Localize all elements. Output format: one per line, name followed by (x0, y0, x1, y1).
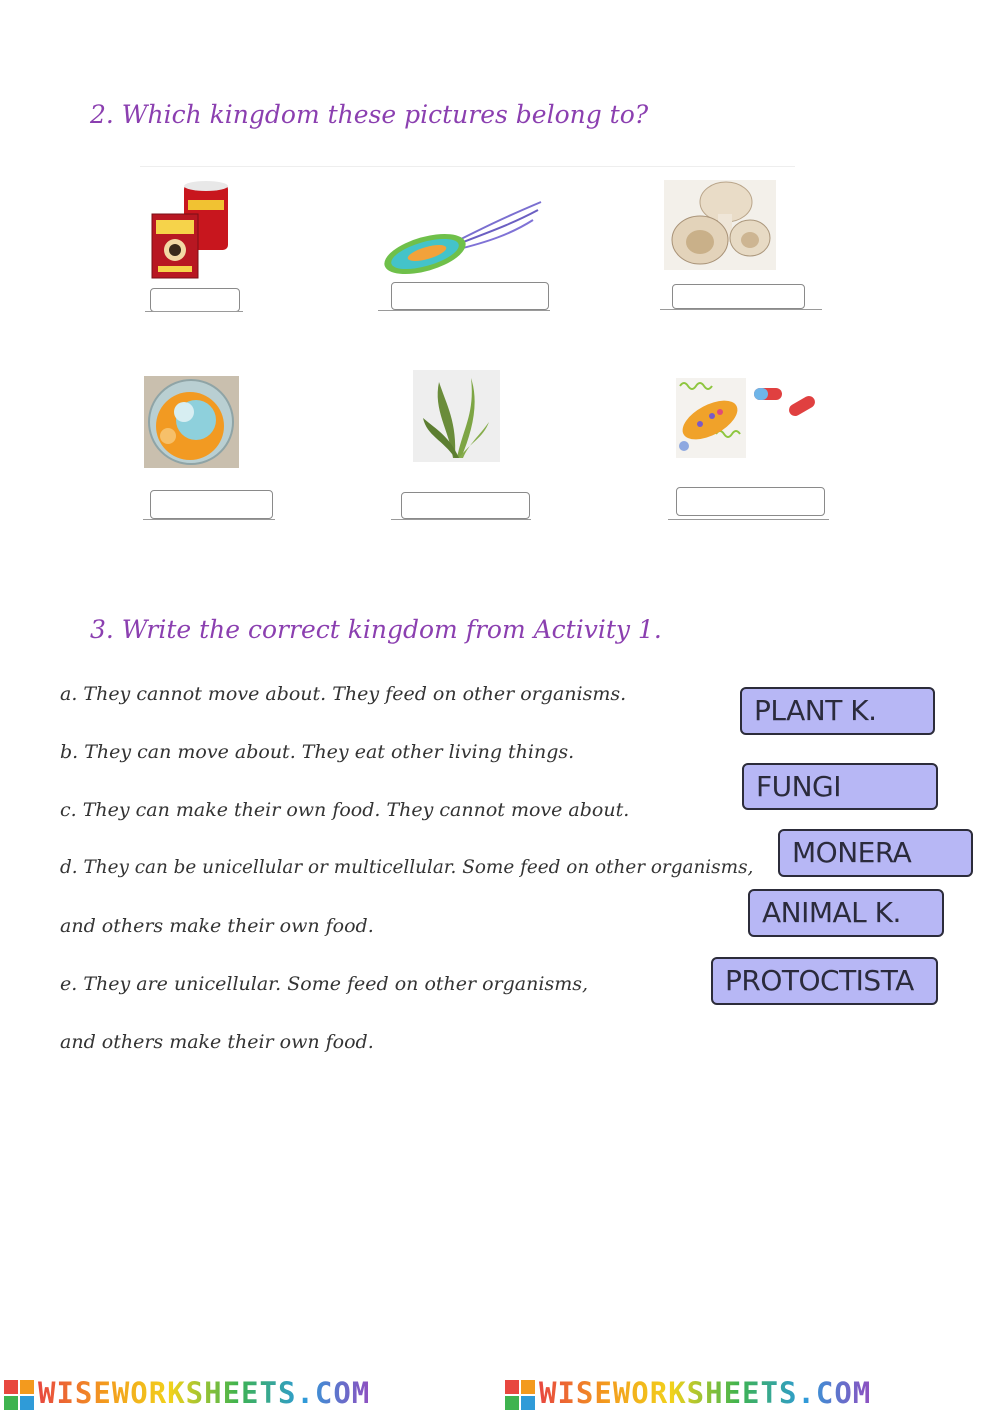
underline-1 (145, 311, 243, 312)
footer-brand-text-right (539, 1376, 871, 1410)
activity-2-heading: 2. Which kingdom these pictures belong to? (90, 100, 649, 129)
option-chip-protoctista[interactable]: PROTOCTISTA (711, 957, 938, 1005)
answer-box-1[interactable] (150, 288, 240, 312)
sentence-a: a. They cannot move about. They feed on other organisms. (60, 683, 627, 705)
wise-logo-icon (4, 1380, 34, 1410)
footer-brand-strip (0, 1372, 1000, 1413)
sentence-b: b. They can move about. They eat other living things. (60, 741, 575, 763)
option-chip-monera[interactable]: MONERA (778, 829, 973, 877)
activity-3-heading: 3. Write the correct kingdom from Activity 1. (90, 615, 662, 644)
answer-box-6[interactable] (676, 487, 825, 516)
baking-yeast-icon (150, 180, 236, 280)
sentence-d-continued: and others make their own food. (60, 915, 374, 937)
mushrooms-icon (664, 180, 776, 270)
underline-2 (378, 310, 550, 311)
bacteria-and-pills-icon (676, 378, 820, 458)
sentence-d: d. They can be unicellular or multicellular. Some feed on other organisms, (60, 857, 754, 878)
sentence-c: c. They can make their own food. They cannot move about. (60, 799, 630, 821)
footer-brand-text-left (38, 1376, 370, 1410)
underline-4 (143, 519, 275, 520)
answer-box-3[interactable] (672, 284, 805, 309)
petri-dish-mold-icon (144, 376, 239, 468)
sentence-e-continued: and others make their own food. (60, 1031, 374, 1053)
option-chip-plant-k[interactable]: PLANT K. (740, 687, 935, 735)
answer-box-5[interactable] (401, 492, 530, 519)
brand-text-right: WISEWORKSHEETS.COM (539, 1376, 872, 1410)
seaweed-icon (413, 370, 500, 462)
wise-logo-icon-2 (505, 1380, 535, 1410)
underline-5 (391, 519, 531, 520)
option-chip-fungi[interactable]: FUNGI (742, 763, 938, 810)
brand-text-left: WISEWORKSHEETS.COM (38, 1376, 371, 1410)
option-chip-animal-k[interactable]: ANIMAL K. (748, 889, 944, 937)
underline-3 (660, 309, 822, 310)
answer-box-4[interactable] (150, 490, 273, 519)
underline-6 (668, 519, 829, 520)
sentence-e: e. They are unicellular. Some feed on other organisms, (60, 973, 589, 995)
answer-box-2[interactable] (391, 282, 549, 310)
bacterium-icon (383, 198, 543, 278)
top-faint-rule (140, 166, 795, 167)
